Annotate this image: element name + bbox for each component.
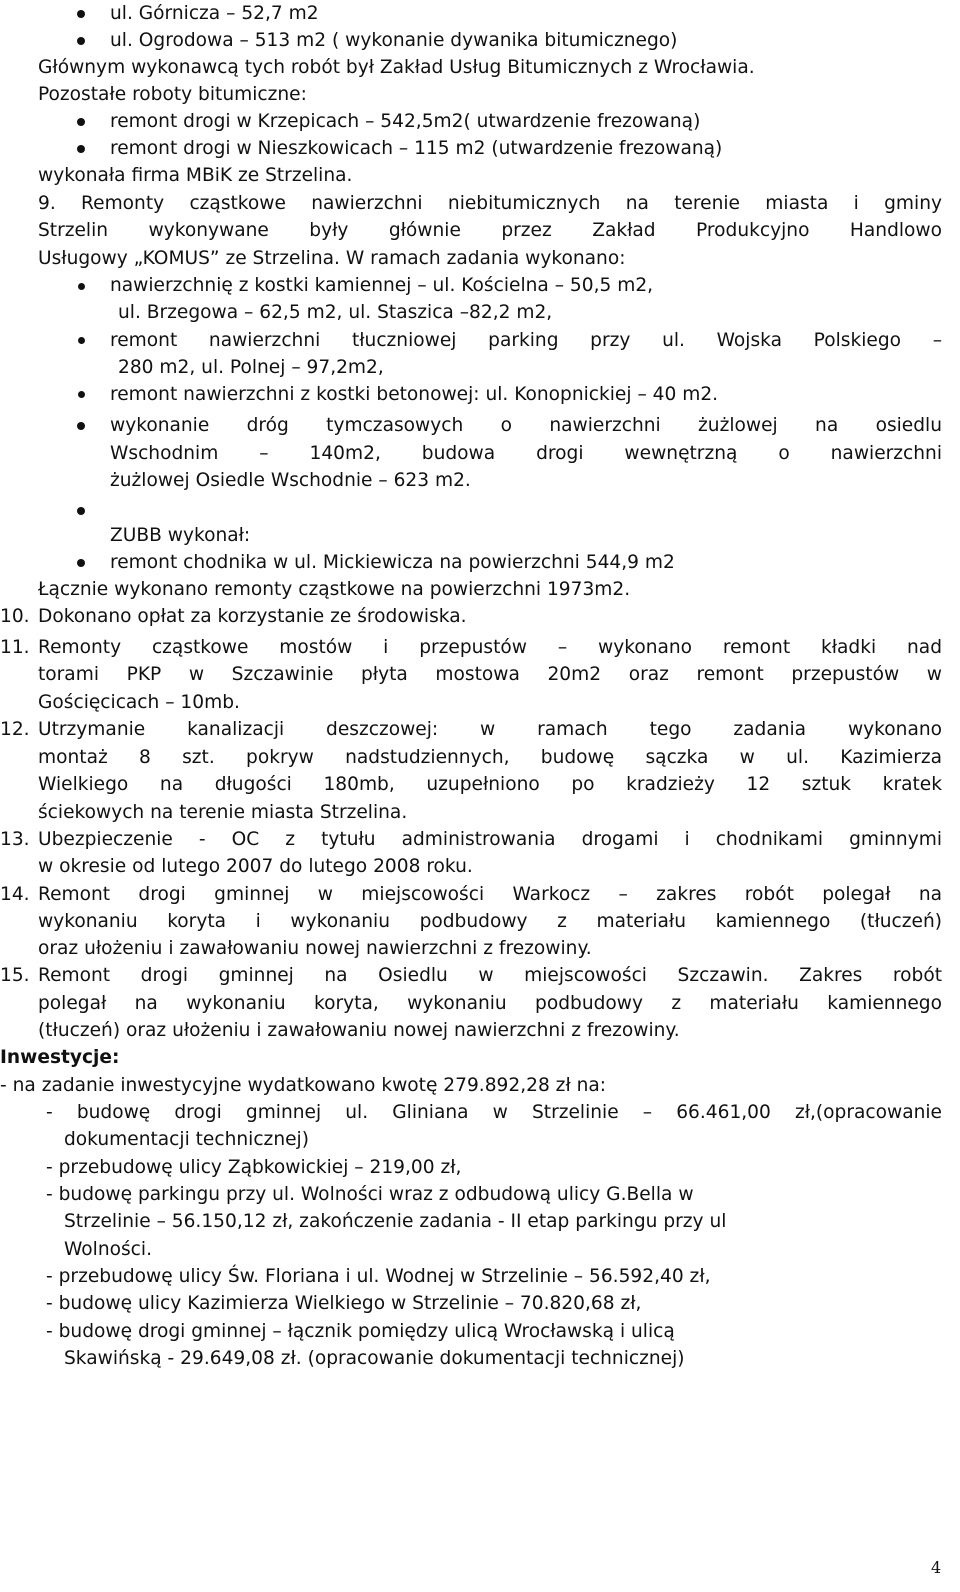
text-line: - budowę drogi gminnej ul. Gliniana w Strzelinie – 66.461,00 zł,(opracowanie: [46, 1102, 942, 1123]
text-line: torami PKP w Szczawinie płyta mostowa 20m2 oraz remont przepustów w: [38, 664, 942, 685]
text-line: - na zadanie inwestycyjne wydatkowano kwotę 279.892,28 zł na:: [0, 1075, 607, 1096]
text-line: Wolności.: [64, 1239, 152, 1260]
text-line: nawierzchnię z kostki kamiennej – ul. Kościelna – 50,5 m2,: [110, 275, 654, 296]
bullet: [77, 507, 85, 515]
list-number: 15.: [0, 965, 30, 986]
text-line: Remonty cząstkowe mostów i przepustów – wykonano remont kładki nad: [38, 637, 942, 658]
bullet: [78, 391, 85, 398]
text-line: Łącznie wykonano remonty cząstkowe na powierzchni 1973m2.: [38, 579, 631, 600]
bullet: [78, 283, 85, 290]
text-line: Głównym wykonawcą tych robót był Zakład Usług Bitumicznych z Wrocławia.: [38, 57, 755, 78]
list-number: 12.: [0, 719, 30, 740]
text-line: - przebudowę ulicy Ząbkowickiej – 219,00 zł,: [46, 1157, 462, 1178]
text-line: oraz ułożeniu i zawałowaniu nowej nawierzchni z frezowiny.: [38, 938, 592, 959]
list-number: 14.: [0, 884, 30, 905]
bullet: [77, 145, 85, 153]
bullet: [77, 559, 85, 567]
text-line: Wielkiego na długości 180mb, uzupełniono po kradzieży 12 sztuk kratek: [38, 774, 942, 795]
text-line: Strzelin wykonywane były głównie przez Zakład Produkcyjno Handlowo: [38, 220, 942, 241]
text-line: remont drogi w Krzepicach – 542,5m2( utwardzenie frezowaną): [110, 111, 701, 132]
text-line: - przebudowę ulicy Św. Floriana i ul. Wodnej w Strzelinie – 56.592,40 zł,: [46, 1266, 711, 1287]
text-line: 9. Remonty cząstkowe nawierzchni niebitumicznych na terenie miasta i gminy: [38, 193, 942, 214]
text-line: Usługowy „KOMUS” ze Strzelina. W ramach zadania wykonano:: [38, 248, 626, 269]
text-line: 280 m2, ul. Polnej – 97,2m2,: [118, 357, 384, 378]
list-number: 10.: [0, 606, 30, 627]
text-line: dokumentacji technicznej): [64, 1129, 309, 1150]
page-number: 4: [931, 1558, 942, 1577]
text-line: remont nawierzchni tłuczniowej parking przy ul. Wojska Polskiego –: [110, 330, 942, 351]
text-line: wykonanie dróg tymczasowych o nawierzchni żużlowej na osiedlu: [110, 415, 942, 436]
text-line: (tłuczeń) oraz ułożeniu i zawałowaniu nowej nawierzchni z frezowiny.: [38, 1020, 680, 1041]
bullet: [77, 10, 85, 18]
text-line: żużlowej Osiedle Wschodnie – 623 m2.: [110, 470, 471, 491]
text-line: Dokonano opłat za korzystanie ze środowiska.: [38, 606, 467, 627]
text-line: ul. Górnicza – 52,7 m2: [110, 3, 319, 24]
text-line: - budowę parkingu przy ul. Wolności wraz z odbudową ulicy G.Bella w: [46, 1184, 694, 1205]
text-line: Wschodnim – 140m2, budowa drogi wewnętrzną o nawierzchni: [110, 443, 942, 464]
text-line: Gościęcicach – 10mb.: [38, 692, 240, 713]
list-number: 13.: [0, 829, 30, 850]
text-line: Remont drogi gminnej w miejscowości Warkocz – zakres robót polegał na: [38, 884, 942, 905]
text-line: wykonaniu koryta i wykonaniu podbudowy z materiału kamiennego (tłuczeń): [38, 911, 942, 932]
text-line: Ubezpieczenie - OC z tytułu administrowania drogami i chodnikami gminnymi: [38, 829, 942, 850]
text-line: ZUBB wykonał:: [110, 525, 251, 546]
text-line: ściekowych na terenie miasta Strzelina.: [38, 802, 408, 823]
text-line: - budowę ulicy Kazimierza Wielkiego w Strzelinie – 70.820,68 zł,: [46, 1293, 642, 1314]
bullet: [77, 37, 85, 45]
text-line: Remont drogi gminnej na Osiedlu w miejscowości Szczawin. Zakres robót: [38, 965, 942, 986]
bullet: [77, 118, 85, 126]
text-line: Pozostałe roboty bitumiczne:: [38, 84, 307, 105]
text-line: Strzelinie – 56.150,12 zł, zakończenie zadania - II etap parkingu przy ul: [64, 1211, 727, 1232]
text-line: wykonała firma MBiK ze Strzelina.: [38, 165, 353, 186]
bullet: [77, 422, 85, 430]
text-line: ul. Ogrodowa – 513 m2 ( wykonanie dywanika bitumicznego): [110, 30, 678, 51]
text-line: Utrzymanie kanalizacji deszczowej: w ramach tego zadania wykonano: [38, 719, 942, 740]
text-line: Skawińską - 29.649,08 zł. (opracowanie dokumentacji technicznej): [64, 1348, 685, 1369]
text-line: w okresie od lutego 2007 do lutego 2008 roku.: [38, 856, 473, 877]
text-line: remont drogi w Nieszkowicach – 115 m2 (utwardzenie frezowaną): [110, 138, 723, 159]
text-line: montaż 8 szt. pokryw nadstudziennych, budowę sączka w ul. Kazimierza: [38, 747, 942, 768]
bullet: [78, 337, 85, 344]
list-number: 11.: [0, 637, 30, 658]
section-heading: Inwestycje:: [0, 1047, 120, 1068]
text-line: - budowę drogi gminnej – łącznik pomiędzy ulicą Wrocławską i ulicą: [46, 1321, 675, 1342]
text-line: ul. Brzegowa – 62,5 m2, ul. Staszica –82,2 m2,: [118, 302, 553, 323]
text-line: polegał na wykonaniu koryta, wykonaniu podbudowy z materiału kamiennego: [38, 993, 942, 1014]
text-line: remont chodnika w ul. Mickiewicza na powierzchni 544,9 m2: [110, 552, 675, 573]
text-line: remont nawierzchni z kostki betonowej: ul. Konopnickiej – 40 m2.: [110, 384, 719, 405]
